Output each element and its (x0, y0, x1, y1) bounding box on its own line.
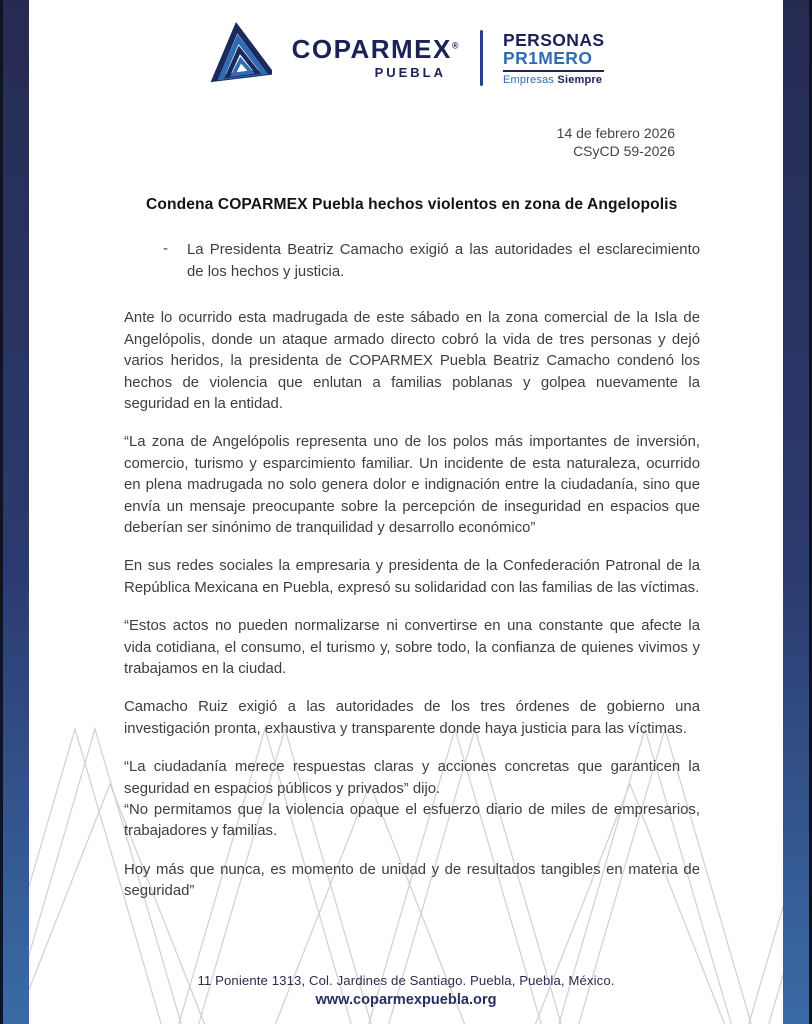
bullet-dash: - (163, 240, 168, 258)
footer-address: 11 Poniente 1313, Col. Jardines de Santiago. Puebla, Puebla, México. (197, 973, 615, 988)
meta-block (124, 124, 700, 160)
tagline-block (503, 32, 604, 86)
paragraph: “La ciudadanía merece respuestas claras y acciones concretas que garanticen la seguridad en espacios públicos y privados” dijo. (124, 759, 700, 797)
paragraph: Ante lo ocurrido esta madrugada de este sábado en la zona comercial de la Isla de Angelópolis, donde un ataque armado directo cobró la vida de tres personas y dejó varios heridos, la presidenta de COPARMEX Puebla Beatriz Camacho condenó los hechos de violencia que enlutan a familias poblanas y golpea nuevamente la seguridad en la entidad. (124, 310, 700, 412)
tagline-sub-regular: Empresas (503, 73, 555, 86)
paragraph: “No permitamos que la violencia opaque el esfuerzo diario de miles de empresarios, trabajadores y familias. (124, 802, 700, 840)
letterhead (29, 20, 783, 88)
paragraph: En sus redes sociales la empresaria y presidenta de la Confederación Patronal de la República Mexicana en Puebla, expresó su solidaridad con las familias de las víctimas. (124, 558, 700, 596)
sidebar-right (783, 0, 809, 1024)
brand-block (292, 36, 460, 80)
footer (29, 973, 783, 1008)
paragraph: “La zona de Angelópolis representa uno de los polos más importantes de inversión, comercio, turismo y esparcimiento familiar. Un incidente de esta naturaleza, ocurrido en plena madrugada no solo genera dolor e indignación entre la ciudadanía, sino que envía un mensaje preocupante sobre la percepción de inseguridad en espacios que deberían ser sinónimo de tranquilidad y desarrollo económico” (124, 434, 700, 536)
coparmex-logo-icon (208, 22, 272, 88)
reference-line: CSyCD 59-2026 (573, 143, 675, 160)
paragraph: “Estos actos no pueden normalizarse ni convertirse en una constante que afecte la vida cotidiana, el consumo, el turismo y, sobre todo, la confianza de quienes vivimos y trabajamos en la ciudad. (124, 618, 700, 677)
footer-website[interactable]: www.coparmexpuebla.org (315, 992, 497, 1008)
brand-subtitle: PUEBLA (374, 65, 447, 80)
paragraph: Camacho Ruiz exigió a las autoridades de los tres órdenes de gobierno una investigación pronta, exhaustiva y transparente donde haya justicia para las víctimas. (124, 699, 700, 737)
tagline-sub-bold: Siempre (557, 73, 603, 86)
tagline-line2: PR1MERO (503, 47, 593, 68)
bullet-text: La Presidenta Beatriz Camacho exigió a las autoridades el esclarecimiento de los hechos y justicia. (187, 242, 700, 280)
registered-mark: ® (451, 40, 461, 51)
page-title: Condena COPARMEX Puebla hechos violentos en zona de Angelopolis (146, 196, 678, 214)
document-content (29, 0, 783, 1024)
paragraph: Hoy más que nunca, es momento de unidad y de resultados tangibles en materia de seguridad” (124, 861, 700, 900)
sidebar-left (3, 0, 29, 1024)
tagline-line1: PERSONAS (503, 30, 605, 50)
brand-text: COPARMEX (291, 34, 452, 64)
bullet-item (163, 240, 700, 283)
date-line: 14 de febrero 2026 (556, 125, 675, 141)
header-divider (480, 30, 483, 86)
body-column (124, 124, 700, 903)
tagline-subtitle (503, 75, 604, 86)
brand-name (292, 36, 460, 62)
tagline-rule (503, 70, 604, 72)
